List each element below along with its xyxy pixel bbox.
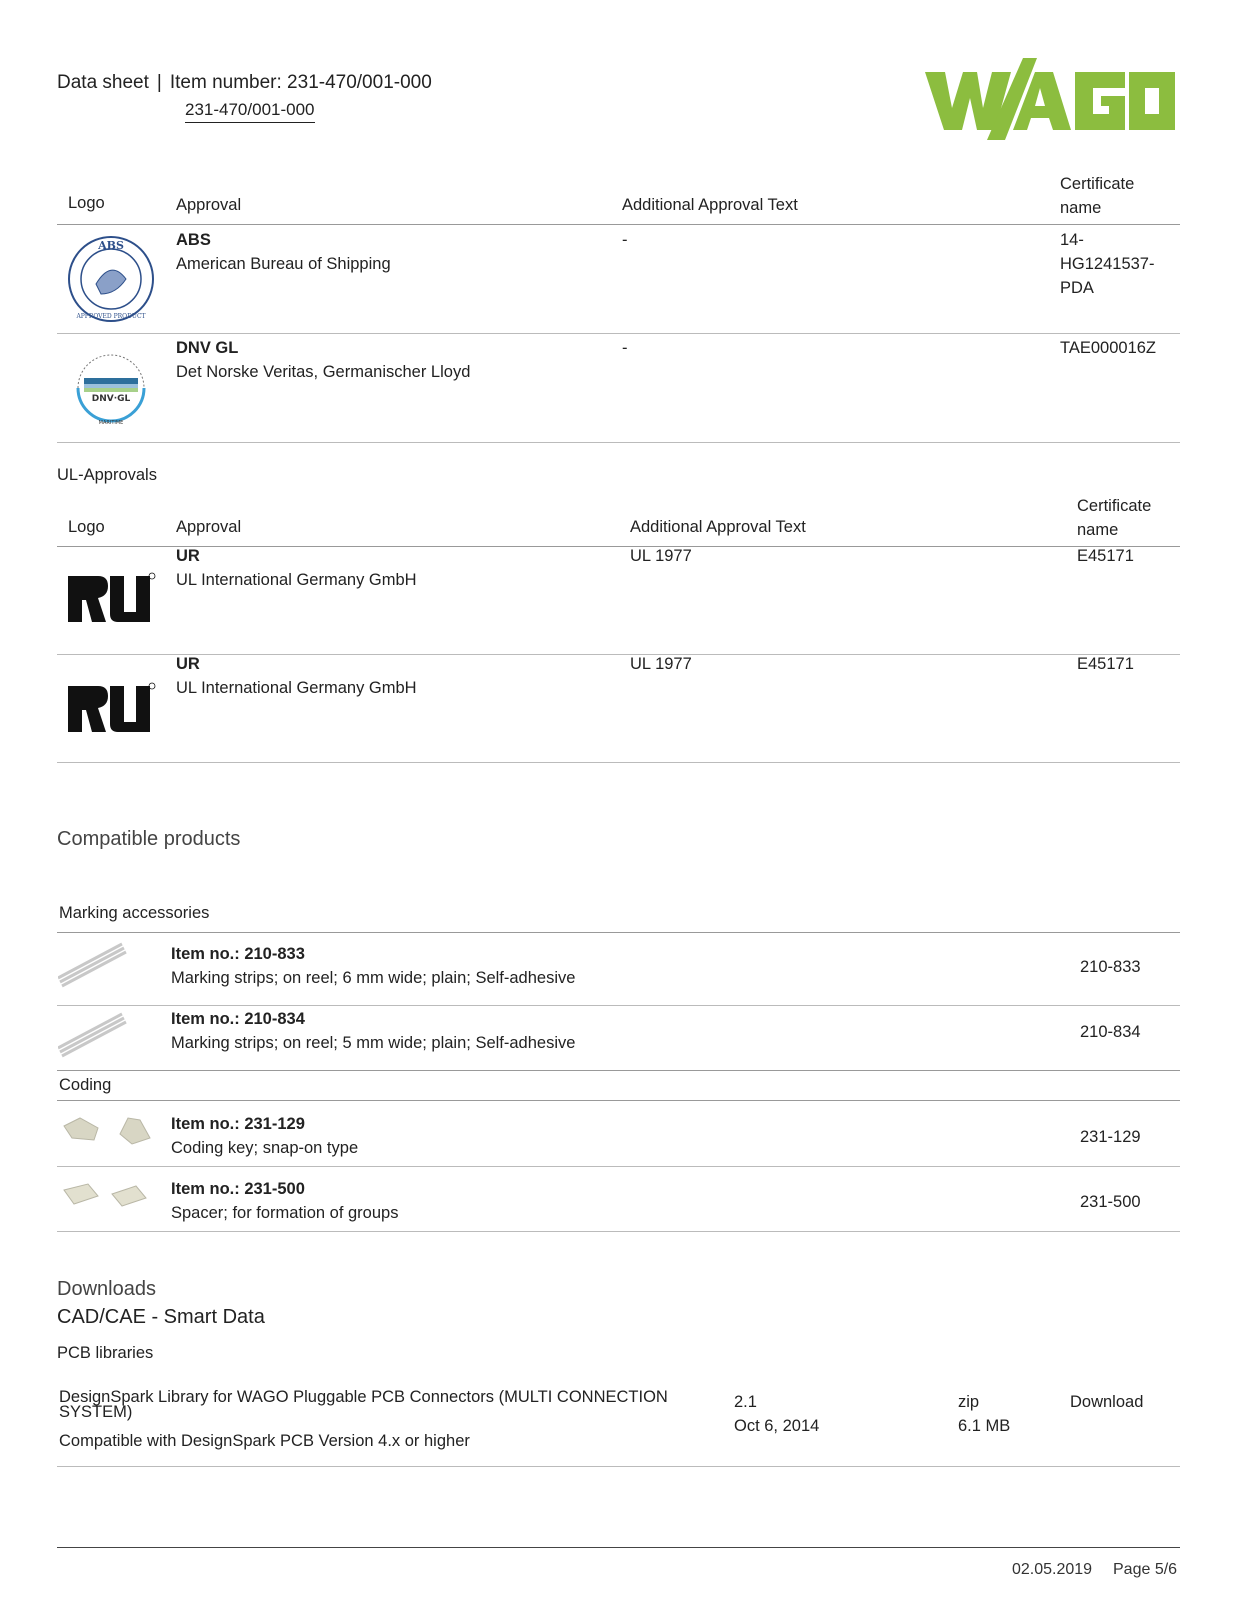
product-item-number[interactable]: Item no.: 231-129 [171,1115,305,1133]
divider [57,224,1180,225]
product-description: Spacer; for formation of groups [171,1204,399,1222]
title-right: Item number: 231-470/001-000 [169,72,432,93]
approval-org: American Bureau of Shipping [176,255,391,273]
product-item-number[interactable]: Item no.: 210-834 [171,1010,305,1028]
ul-approvals-title: UL-Approvals [57,466,157,484]
dnv-logo-icon [70,348,152,428]
certificate-name: TAE000016Z [1060,339,1157,357]
divider [57,1231,1180,1232]
product-code[interactable]: 210-834 [1080,1023,1141,1041]
download-size: 6.1 MB [958,1417,1011,1435]
col-approval-header: Approval [176,196,242,214]
product-description: Marking strips; on reel; 5 mm wide; plain; Self-adhesive [171,1034,576,1052]
download-link[interactable]: Download [1070,1393,1144,1411]
footer-date: 02.05.2019 [1012,1561,1093,1578]
approval-name: UR [176,547,200,565]
downloads-category: PCB libraries [57,1344,154,1362]
divider [57,1005,1180,1006]
product-code[interactable]: 231-500 [1080,1193,1141,1211]
divider [57,442,1180,443]
footer-divider [57,1547,1180,1548]
divider [57,932,1180,933]
product-item-number[interactable]: Item no.: 231-500 [171,1180,305,1198]
divider [57,1166,1180,1167]
svg-text:DNV·GL: DNV·GL [91,394,131,404]
approval-org: UL International Germany GmbH [176,679,417,697]
product-code[interactable]: 231-129 [1080,1128,1141,1146]
product-code[interactable]: 210-833 [1080,958,1141,976]
approval-org: UL International Germany GmbH [176,571,417,589]
col-logo-header: Logo [68,194,105,212]
col-text-header: Additional Approval Text [630,518,806,536]
approval-org: Det Norske Veritas, Germanischer Lloyd [176,363,471,381]
marking-strips-thumb [58,1012,128,1058]
certificate-name: E45171 [1077,655,1134,673]
approval-name: DNV GL [176,339,239,357]
col-text-header: Additional Approval Text [622,196,798,214]
divider [57,546,1180,547]
wago-logo [925,58,1180,144]
downloads-subtitle: CAD/CAE - Smart Data [57,1306,265,1328]
approval-text: - [622,231,628,249]
compatible-products-title: Compatible products [57,828,241,850]
product-description: Coding key; snap-on type [171,1139,359,1157]
svg-text:MARITIME: MARITIME [98,420,124,426]
col-logo-header: Logo [68,518,105,536]
svg-text:ABS: ABS [98,239,124,252]
divider [57,1070,1180,1071]
divider [57,1100,1180,1101]
approval-text: UL 1977 [630,655,692,673]
abs-logo-icon [66,234,156,324]
divider [57,762,1180,763]
certificate-name: 14- HG1241537- PDA [1060,231,1155,297]
title-left: Data sheet [57,72,149,93]
footer-page: Page 5/6 [1113,1561,1178,1578]
certificate-name: E45171 [1077,547,1134,565]
page-title [57,72,432,94]
divider [57,1466,1180,1467]
coding-key-thumb [58,1108,154,1150]
title-separator: | [156,72,162,93]
approval-name: UR [176,655,200,673]
download-format: zip [958,1393,980,1411]
item-number-link[interactable]: 231-470/001-000 [185,100,315,123]
approval-text: UL 1977 [630,547,692,565]
approval-text: - [622,339,628,357]
group-marking-accessories: Marking accessories [59,904,210,922]
col-cert-header: Certificate name [1060,175,1135,217]
ur-logo-icon [66,682,156,738]
download-item-note: Compatible with DesignSpark PCB Version 4.x or higher [59,1432,470,1450]
download-version: 2.1 [734,1393,757,1411]
download-item-name: DesignSpark Library for WAGO Pluggable PCB Connectors (MULTI CONNECTION SYSTEM) [59,1388,668,1421]
downloads-title: Downloads [57,1278,156,1300]
download-date: Oct 6, 2014 [734,1417,820,1435]
marking-strips-thumb [58,942,128,988]
spacer-thumb [58,1174,154,1216]
svg-text:APPROVED PRODUCT: APPROVED PRODUCT [76,313,146,320]
product-description: Marking strips; on reel; 6 mm wide; plain; Self-adhesive [171,969,576,987]
product-item-number[interactable]: Item no.: 210-833 [171,945,305,963]
divider [57,333,1180,334]
group-coding: Coding [59,1076,112,1094]
ur-logo-icon [66,572,156,628]
divider [57,654,1180,655]
approval-name: ABS [176,231,211,249]
col-approval-header: Approval [176,518,242,536]
col-cert-header: Certificate name [1077,497,1152,539]
